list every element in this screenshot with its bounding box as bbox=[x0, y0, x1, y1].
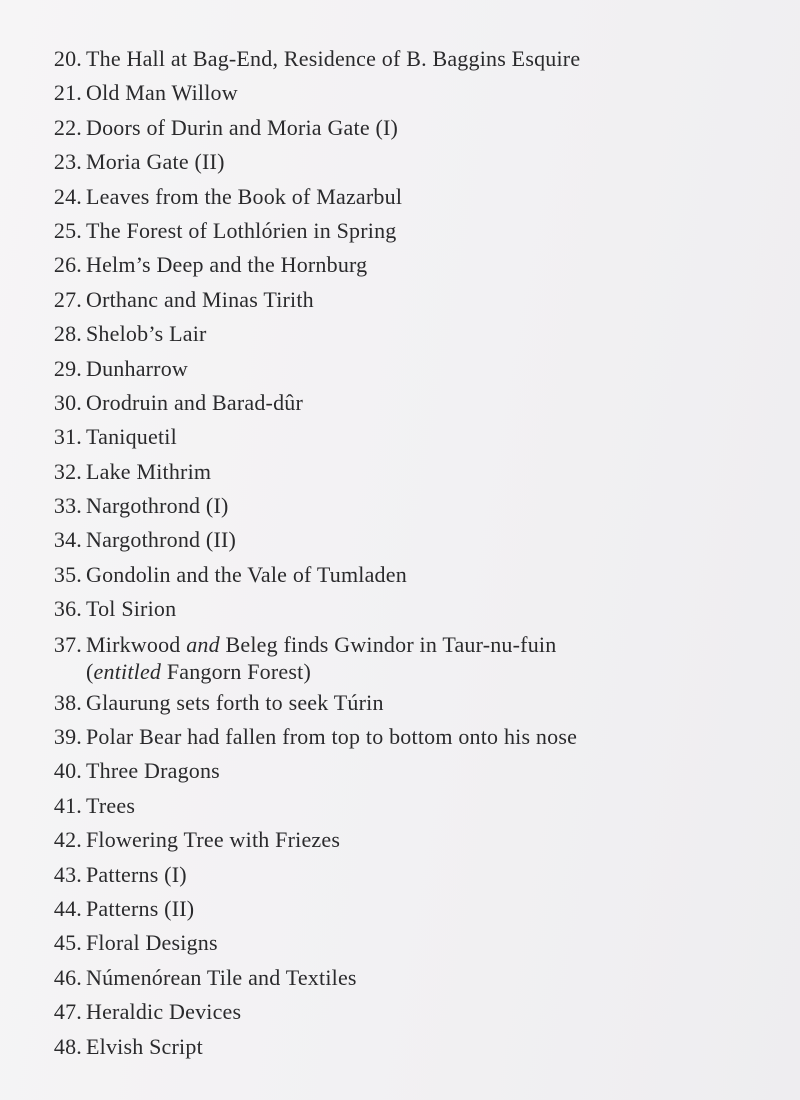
list-item bbox=[36, 352, 580, 386]
item-number: 43. bbox=[53, 861, 82, 887]
item-number: 40. bbox=[53, 758, 82, 784]
list-item bbox=[36, 858, 580, 892]
item-number: 38. bbox=[53, 689, 82, 715]
item-number: 42. bbox=[53, 827, 82, 853]
item-title: Flowering Tree with Friezes bbox=[86, 827, 341, 853]
list-item bbox=[36, 961, 580, 995]
list-item bbox=[36, 76, 580, 110]
item-title: Gondolin and the Vale of Tumladen bbox=[86, 561, 407, 587]
item-title: Patterns (II) bbox=[86, 895, 195, 921]
item-title: Orthanc and Minas Tirith bbox=[86, 286, 314, 312]
title-italic-text: and bbox=[186, 631, 220, 657]
item-title: Trees bbox=[86, 792, 136, 818]
item-number: 46. bbox=[53, 964, 82, 990]
title-text: Beleg finds Gwindor in Taur-nu-fuin bbox=[219, 631, 557, 657]
list-item bbox=[36, 420, 580, 454]
item-number: 34. bbox=[53, 527, 82, 553]
item-title: Doors of Durin and Moria Gate (I) bbox=[86, 114, 399, 140]
item-title: Númenórean Tile and Textiles bbox=[86, 964, 357, 990]
item-number: 30. bbox=[53, 389, 82, 415]
list-item bbox=[36, 926, 580, 960]
list-item bbox=[36, 1030, 580, 1064]
title-text: Fangorn Forest) bbox=[161, 658, 311, 684]
item-title: Taniquetil bbox=[86, 424, 177, 450]
list-item bbox=[36, 214, 580, 248]
item-title-line-2 bbox=[86, 658, 556, 685]
list-item bbox=[36, 892, 580, 926]
item-title: Lake Mithrim bbox=[86, 458, 212, 484]
list-item bbox=[36, 627, 580, 686]
list-item bbox=[36, 42, 580, 76]
item-title: The Forest of Lothlórien in Spring bbox=[86, 217, 397, 243]
item-number: 23. bbox=[53, 149, 82, 175]
item-number: 48. bbox=[53, 1033, 82, 1059]
item-title: Leaves from the Book of Mazarbul bbox=[86, 183, 403, 209]
item-number: 20. bbox=[53, 46, 82, 71]
item-number: 26. bbox=[53, 252, 82, 278]
item-title: Tol Sirion bbox=[86, 596, 177, 622]
item-number: 37. bbox=[53, 631, 82, 657]
list-of-plates bbox=[36, 42, 580, 1064]
item-number: 31. bbox=[53, 424, 82, 450]
item-title: Heraldic Devices bbox=[86, 999, 242, 1025]
item-number: 29. bbox=[53, 355, 82, 381]
item-title: Floral Designs bbox=[86, 930, 218, 956]
item-title: Three Dragons bbox=[86, 758, 220, 784]
item-title: Elvish Script bbox=[86, 1033, 203, 1059]
item-number: 24. bbox=[53, 183, 82, 209]
list-item bbox=[36, 523, 580, 557]
item-number: 33. bbox=[53, 493, 82, 519]
item-title: Dunharrow bbox=[86, 355, 188, 381]
item-title: Shelob’s Lair bbox=[86, 321, 207, 347]
item-number: 25. bbox=[53, 217, 82, 243]
list-item bbox=[36, 283, 580, 317]
item-title: Glaurung sets forth to seek Túrin bbox=[86, 689, 384, 715]
item-title: Polar Bear had fallen from top to bottom onto his nose bbox=[86, 724, 578, 750]
list-item bbox=[36, 686, 580, 720]
list-item bbox=[36, 720, 580, 754]
item-title: Helm’s Deep and the Hornburg bbox=[86, 252, 368, 278]
item-number: 45. bbox=[53, 930, 82, 956]
list-item bbox=[36, 995, 580, 1029]
list-item bbox=[36, 386, 580, 420]
item-title: Nargothrond (I) bbox=[86, 493, 229, 519]
list-item bbox=[36, 789, 580, 823]
list-item bbox=[36, 558, 580, 592]
item-number: 36. bbox=[53, 596, 82, 622]
item-title: Old Man Willow bbox=[86, 80, 238, 106]
title-text: Mirkwood bbox=[86, 631, 187, 657]
list-item bbox=[36, 317, 580, 351]
item-number: 32. bbox=[53, 458, 82, 484]
list-item bbox=[36, 111, 580, 145]
item-number: 47. bbox=[53, 999, 82, 1025]
list-item bbox=[36, 489, 580, 523]
item-title: The Hall at Bag-End, Residence of B. Baggins Esquire bbox=[86, 46, 581, 71]
list-item bbox=[36, 248, 580, 282]
item-title bbox=[86, 631, 556, 685]
item-number: 39. bbox=[53, 724, 82, 750]
list-item bbox=[36, 145, 580, 179]
item-title: Moria Gate (II) bbox=[86, 149, 225, 175]
item-title: Orodruin and Barad-dûr bbox=[86, 389, 303, 415]
item-number: 21. bbox=[53, 80, 82, 106]
item-number: 27. bbox=[53, 286, 82, 312]
item-number: 35. bbox=[53, 561, 82, 587]
title-italic-text: entitled bbox=[93, 658, 162, 684]
item-number: 44. bbox=[53, 895, 82, 921]
list-item bbox=[36, 592, 580, 626]
list-item bbox=[36, 455, 580, 489]
item-number: 22. bbox=[53, 114, 82, 140]
list-item bbox=[36, 180, 580, 214]
item-title: Nargothrond (II) bbox=[86, 527, 237, 553]
item-title: Patterns (I) bbox=[86, 861, 187, 887]
title-text: ( bbox=[86, 658, 94, 684]
list-item bbox=[36, 823, 580, 857]
item-number: 28. bbox=[53, 321, 82, 347]
list-item bbox=[36, 754, 580, 788]
item-title-line-1 bbox=[86, 631, 556, 658]
item-number: 41. bbox=[53, 792, 82, 818]
